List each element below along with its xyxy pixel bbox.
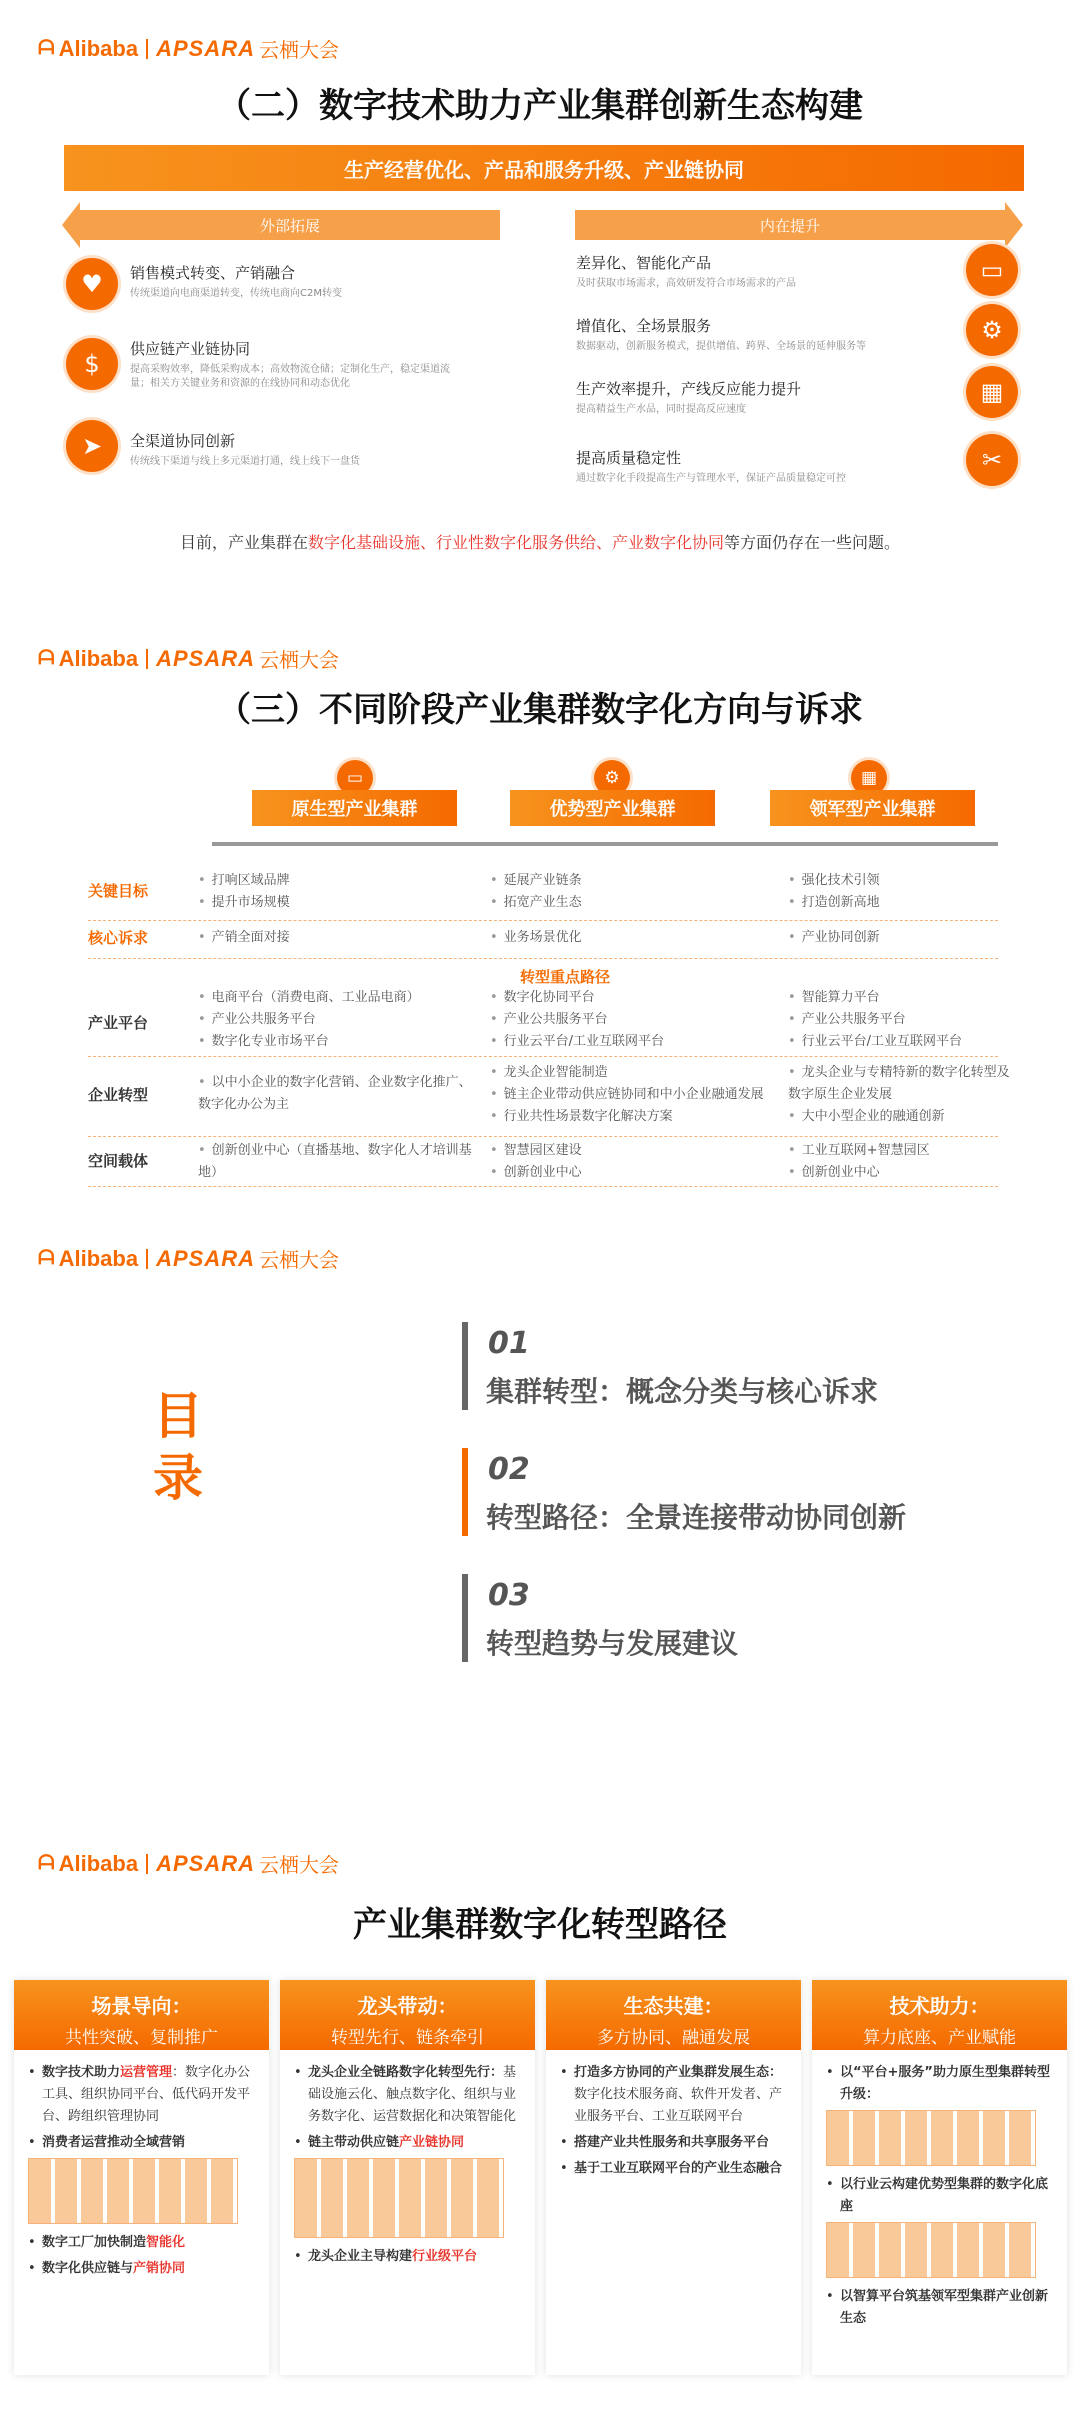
slide-title: （三）不同阶段产业集群数字化方向与诉求 [217, 690, 863, 730]
toc-number: 02 [488, 1452, 530, 1487]
cell: • 强化技术引领 • 打造创新高地 [788, 870, 998, 914]
row-divider [88, 1136, 998, 1137]
brand-logo [38, 644, 339, 673]
cell: • 以中小企业的数字化营销、企业数字化推广、数字化办公为主 [198, 1072, 478, 1116]
cell: • 工业互联网+智慧园区 • 创新创业中心 [788, 1140, 998, 1184]
item-desc: 及时获取市场需求，高效研发符合市场需求的产品 [576, 278, 796, 289]
cell: • 龙头企业智能制造 • 链主企业带动供应链协同和中小企业融通发展 • 行业共性场景数字化解决方案 [490, 1062, 780, 1128]
stage-tab-advantage: 优势型产业集群 [510, 790, 715, 826]
note-text: 等方面仍存在一些问题。 [724, 533, 901, 552]
cell: • 智慧园区建设 • 创新创业中心 [490, 1140, 770, 1184]
cell: • 业务场景优化 [490, 927, 770, 949]
row-divider [88, 1056, 998, 1057]
list-item: • 以智算平台筑基领军型集群产业创新生态 [826, 2286, 1053, 2330]
left-item [130, 338, 460, 391]
external-expansion-tab: 外部拓展 [80, 210, 500, 240]
list-item: • 链主带动供应链产业链协同 [294, 2132, 521, 2154]
heart-user-icon: ♥ [66, 258, 118, 310]
note-text: 目前，产业集群在 [179, 533, 308, 552]
stage-tab-native: 原生型产业集群 [252, 790, 457, 826]
item-heading: 全渠道协同创新 [130, 432, 236, 450]
screenshot-thumbnail [294, 2158, 504, 2238]
brand-event: 云栖大会 [258, 650, 339, 672]
toc-item-2[interactable] [462, 1448, 962, 1538]
row-label-platform: 产业平台 [88, 1014, 149, 1032]
stage-tab-leading: 领军型产业集群 [770, 790, 975, 826]
left-item [130, 262, 460, 301]
item-heading: 提高质量稳定性 [576, 449, 682, 467]
card-scenario [14, 1980, 269, 2375]
row-label-core-demand: 核心诉求 [88, 929, 149, 947]
row-label-enterprise: 企业转型 [88, 1086, 149, 1104]
brand-sub: APSARA [156, 1245, 255, 1271]
calculator-icon: ▦ [851, 760, 887, 796]
item-heading: 差异化、智能化产品 [576, 254, 712, 272]
list-item: • 基于工业互联网平台的产业生态融合 [560, 2158, 787, 2180]
toc-label: 目录 [153, 1387, 203, 1507]
cell: • 打响区域品牌 • 提升市场规模 [198, 870, 478, 914]
card-leader [280, 1980, 535, 2375]
row-label-space: 空间载体 [88, 1152, 149, 1170]
cell: • 创新创业中心（直播基地、数字化人才培训基地） [198, 1140, 488, 1184]
brand-logo [38, 34, 339, 63]
cell: • 龙头企业与专精特新的数字化转型及数字原生企业发展 • 大中小型企业的融通创新 [788, 1062, 1018, 1128]
card-technology [812, 1980, 1067, 2375]
banner: 生产经营优化、产品和服务升级、产业链协同 [64, 145, 1024, 191]
alibaba-logo-icon: ᗩ [38, 1247, 55, 1269]
brand-name: Alibaba [58, 1850, 139, 1876]
alibaba-logo-icon: ᗩ [38, 37, 55, 59]
list-item: • 数字工厂加快制造智能化 [28, 2232, 255, 2254]
alibaba-logo-icon: ᗩ [38, 647, 55, 669]
toc-text: 转型趋势与发展建议 [486, 1627, 739, 1660]
right-item [576, 252, 936, 291]
toc-number: 01 [488, 1326, 530, 1361]
toc-text: 转型路径：全景连接带动协同创新 [486, 1501, 907, 1534]
cell: • 产销全面对接 [198, 927, 478, 949]
brand-event: 云栖大会 [258, 1250, 339, 1272]
timeline-rule [212, 842, 998, 846]
list-item: • 龙头企业主导构建行业级平台 [294, 2246, 521, 2268]
brand-divider [146, 39, 148, 59]
gear-icon: ⚙ [966, 304, 1018, 356]
card-ecosystem [546, 1980, 801, 2375]
brand-name: Alibaba [58, 645, 139, 671]
note-highlight: 数字化基础设施、行业性数字化服务供给、产业数字化协同 [307, 533, 724, 552]
list-item: • 龙头企业全链路数字化转型先行：基础设施云化、触点数字化、组织与业务数字化、运营数据化和决策智能化 [294, 2062, 521, 2128]
screenshot-thumbnail [28, 2158, 238, 2224]
item-heading: 供应链产业链协同 [130, 340, 251, 358]
dollar-icon: $ [66, 338, 118, 390]
list-item: • 消费者运营推动全域营销 [28, 2132, 255, 2154]
tools-icon: ✂ [966, 434, 1018, 486]
screenshot-thumbnail [826, 2110, 1036, 2166]
slide-transformation-paths [0, 1815, 1080, 2430]
cell: • 电商平台（消费电商、工业品电商） • 产业公共服务平台 • 数字化专业市场平台 [198, 987, 488, 1053]
brand-divider [146, 649, 148, 669]
list-item: • 以行业云构建优势型集群的数字化底座 [826, 2174, 1053, 2218]
list-item: • 以“平台+服务”助力原生型集群转型升级： [826, 2062, 1053, 2106]
summary-note [0, 530, 1080, 553]
toc-number: 03 [488, 1578, 530, 1613]
row-divider [88, 920, 998, 921]
alibaba-logo-icon: ᗩ [38, 1852, 55, 1874]
row-label-key-goal: 关键目标 [88, 882, 149, 900]
brand-name: Alibaba [58, 1245, 139, 1271]
calculator-icon: ▦ [966, 366, 1018, 418]
toc-item-1[interactable] [462, 1322, 962, 1412]
brand-sub: APSARA [156, 645, 255, 671]
toc-bar [462, 1448, 468, 1536]
brand-sub: APSARA [156, 1850, 255, 1876]
item-heading: 销售模式转变、产销融合 [130, 264, 296, 282]
brand-logo [38, 1849, 339, 1878]
internal-improvement-tab: 内在提升 [575, 210, 1005, 240]
card-head: 龙头带动： 转型先行、链条牵引 [280, 1980, 535, 2050]
slide-title: （二）数字技术助力产业集群创新生态构建 [217, 86, 863, 126]
list-item: • 打造多方协同的产业集群发展生态：数字化技术服务商、软件开发者、产业服务平台、工业互联网平台 [560, 2062, 787, 2128]
cell: • 延展产业链条 • 拓宽产业生态 [490, 870, 770, 914]
slide-innovation-ecosystem [0, 0, 1080, 590]
toc-bar [462, 1574, 468, 1662]
cell: • 产业协同创新 [788, 927, 998, 949]
slide-title: 产业集群数字化转型路径 [353, 1905, 727, 1945]
right-item [576, 447, 936, 486]
brand-event: 云栖大会 [258, 40, 339, 62]
card-head: 技术助力： 算力底座、产业赋能 [812, 1980, 1067, 2050]
slide-table-of-contents [0, 1210, 1080, 1805]
right-item [576, 315, 936, 354]
laptop-icon: ▭ [966, 244, 1018, 296]
item-desc: 提高精益生产水品，同时提高反应速度 [576, 404, 746, 415]
item-heading: 增值化、全场景服务 [576, 317, 712, 335]
brand-divider [146, 1249, 148, 1269]
item-desc: 数据驱动，创新服务模式，提供增值、跨界、全场景的延伸服务等 [576, 341, 866, 352]
brand-sub: APSARA [156, 35, 255, 61]
cell: • 智能算力平台 • 产业公共服务平台 • 行业云平台/工业互联网平台 [788, 987, 1008, 1053]
item-desc: 提高采购效率，降低采购成本；高效物流仓储；定制化生产，稳定渠道流量；相关方关键业务和资源的在线协同和动态优化 [130, 364, 450, 389]
item-desc: 传统渠道向电商渠道转变，传统电商向C2M转变 [130, 288, 342, 299]
toc-bar [462, 1322, 468, 1410]
laptop-icon: ▭ [337, 760, 373, 796]
brand-divider [146, 1854, 148, 1874]
row-divider [88, 958, 998, 959]
toc-text: 集群转型：概念分类与核心诉求 [486, 1375, 879, 1408]
item-heading: 生产效率提升，产线反应能力提升 [576, 380, 802, 398]
list-item: • 数字技术助力运营管理：数字化办公工具、组织协同平台、低代码开发平台、跨组织管理协同 [28, 2062, 255, 2128]
list-item: • 搭建产业共性服务和共享服务平台 [560, 2132, 787, 2154]
list-item: • 数字化供应链与产销协同 [28, 2258, 255, 2280]
left-item [130, 430, 460, 469]
gear-icon: ⚙ [594, 760, 630, 796]
brand-event: 云栖大会 [258, 1855, 339, 1877]
brand-name: Alibaba [58, 35, 139, 61]
card-head: 生态共建： 多方协同、融通发展 [546, 1980, 801, 2050]
slide-stage-directions [0, 610, 1080, 1205]
item-desc: 传统线下渠道与线上多元渠道打通，线上线下一盘货 [130, 456, 360, 467]
card-head: 场景导向： 共性突破、复制推广 [14, 1980, 269, 2050]
row-divider [88, 1186, 998, 1187]
cell: • 数字化协同平台 • 产业公共服务平台 • 行业云平台/工业互联网平台 [490, 987, 780, 1053]
item-desc: 通过数字化手段提高生产与管理水平，保证产品质量稳定可控 [576, 473, 846, 484]
path-label: 转型重点路径 [519, 968, 610, 986]
brand-logo [38, 1244, 339, 1273]
cursor-icon: ➤ [66, 420, 118, 472]
screenshot-thumbnail [826, 2222, 1036, 2278]
toc-item-3[interactable] [462, 1574, 962, 1664]
right-item [576, 378, 936, 417]
